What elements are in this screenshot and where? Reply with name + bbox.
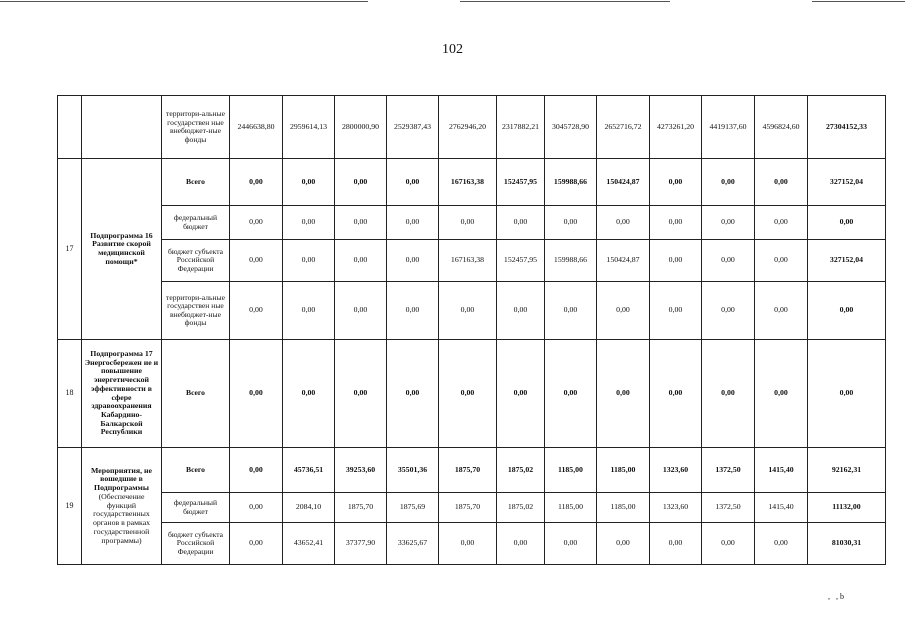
value-cell: 0,00	[545, 340, 597, 448]
value-cell: 0,00	[335, 240, 387, 282]
row-number-cell	[58, 96, 82, 159]
program-name-cell: Подпрограмма 16 Развитие скорой медицинской помощи*	[82, 159, 162, 340]
value-cell: 150424,87	[597, 159, 650, 206]
value-cell: 0,00	[702, 206, 755, 240]
funding-source-cell: территори-альные государствен ные внебюджет-ные фонды	[162, 96, 230, 159]
value-cell: 2529387,43	[387, 96, 439, 159]
total-value-cell: 92162,31	[808, 448, 886, 493]
value-cell: 0,00	[597, 340, 650, 448]
value-cell: 1372,50	[702, 493, 755, 523]
value-cell: 0,00	[545, 523, 597, 565]
value-cell: 0,00	[283, 240, 335, 282]
value-cell: 1372,50	[702, 448, 755, 493]
value-cell: 0,00	[335, 340, 387, 448]
value-cell: 2652716,72	[597, 96, 650, 159]
value-cell: 0,00	[283, 340, 335, 448]
value-cell: 0,00	[230, 159, 283, 206]
total-value-cell: 327152,04	[808, 240, 886, 282]
value-cell: 2317882,21	[497, 96, 545, 159]
funding-source-cell: Всего	[162, 159, 230, 206]
value-cell: 0,00	[230, 206, 283, 240]
value-cell: 35501,36	[387, 448, 439, 493]
value-cell: 1875,69	[387, 493, 439, 523]
budget-table	[57, 95, 886, 565]
value-cell: 0,00	[597, 523, 650, 565]
funding-source-cell: федеральный бюджет	[162, 206, 230, 240]
value-cell: 0,00	[387, 282, 439, 340]
scan-edge-line-left	[0, 1, 368, 2]
value-cell: 0,00	[755, 159, 808, 206]
total-value-cell: 81030,31	[808, 523, 886, 565]
value-cell: 0,00	[497, 340, 545, 448]
scan-edge-line-middle	[460, 1, 670, 2]
value-cell: 0,00	[439, 282, 497, 340]
value-cell: 167163,38	[439, 240, 497, 282]
value-cell: 1415,40	[755, 448, 808, 493]
value-cell: 1185,00	[597, 493, 650, 523]
value-cell: 0,00	[335, 159, 387, 206]
value-cell: 1185,00	[545, 493, 597, 523]
program-name-cell	[82, 96, 162, 159]
value-cell: 0,00	[755, 340, 808, 448]
value-cell: 0,00	[283, 282, 335, 340]
value-cell: 0,00	[497, 282, 545, 340]
value-cell: 1323,60	[650, 448, 702, 493]
table-row	[58, 282, 886, 340]
value-cell: 0,00	[335, 282, 387, 340]
value-cell: 0,00	[597, 206, 650, 240]
funding-source-cell: бюджет субъекта Российской Федерации	[162, 240, 230, 282]
row-number-cell: 19	[58, 448, 82, 565]
value-cell: 2084,10	[283, 493, 335, 523]
value-cell: 0,00	[387, 206, 439, 240]
value-cell: 0,00	[702, 240, 755, 282]
value-cell: 0,00	[755, 282, 808, 340]
total-value-cell: 0,00	[808, 206, 886, 240]
value-cell: 1415,40	[755, 493, 808, 523]
value-cell: 0,00	[755, 206, 808, 240]
value-cell: 1185,00	[545, 448, 597, 493]
total-value-cell: 0,00	[808, 340, 886, 448]
value-cell: 1875,70	[335, 493, 387, 523]
table-row	[58, 96, 886, 159]
value-cell: 0,00	[230, 240, 283, 282]
funding-source-cell: бюджет субъекта Российской Федерации	[162, 523, 230, 565]
program-name-cell	[82, 448, 162, 565]
table-row	[58, 448, 886, 493]
value-cell: 0,00	[545, 282, 597, 340]
row-number-cell: 18	[58, 340, 82, 448]
value-cell: 0,00	[755, 523, 808, 565]
value-cell: 4419137,60	[702, 96, 755, 159]
value-cell: 1875,02	[497, 493, 545, 523]
value-cell: 0,00	[755, 240, 808, 282]
total-value-cell: 0,00	[808, 282, 886, 340]
value-cell: 37377,90	[335, 523, 387, 565]
value-cell: 0,00	[283, 206, 335, 240]
value-cell: 43652,41	[283, 523, 335, 565]
value-cell: 0,00	[439, 523, 497, 565]
value-cell: 0,00	[650, 240, 702, 282]
value-cell: 2959614,13	[283, 96, 335, 159]
value-cell: 152457,95	[497, 159, 545, 206]
value-cell: 0,00	[702, 340, 755, 448]
value-cell: 0,00	[230, 523, 283, 565]
value-cell: 1875,70	[439, 493, 497, 523]
value-cell: 150424,87	[597, 240, 650, 282]
value-cell: 0,00	[230, 493, 283, 523]
value-cell: 1875,02	[497, 448, 545, 493]
value-cell: 2762946,20	[439, 96, 497, 159]
total-value-cell: 11132,00	[808, 493, 886, 523]
value-cell: 0,00	[387, 159, 439, 206]
value-cell: 2446638,80	[230, 96, 283, 159]
value-cell: 0,00	[650, 206, 702, 240]
value-cell: 0,00	[497, 523, 545, 565]
program-name-title: Мероприятия, не вошедшие в Подпрограммы	[91, 465, 152, 493]
table-row	[58, 240, 886, 282]
value-cell: 1185,00	[597, 448, 650, 493]
value-cell: 0,00	[387, 240, 439, 282]
value-cell: 159988,66	[545, 159, 597, 206]
table-row	[58, 159, 886, 206]
value-cell: 152457,95	[497, 240, 545, 282]
value-cell: 0,00	[230, 448, 283, 493]
table-row	[58, 523, 886, 565]
value-cell: 0,00	[702, 523, 755, 565]
value-cell: 3045728,90	[545, 96, 597, 159]
value-cell: 0,00	[545, 206, 597, 240]
value-cell: 0,00	[702, 159, 755, 206]
total-value-cell: 27304152,33	[808, 96, 886, 159]
value-cell: 0,00	[387, 340, 439, 448]
value-cell: 4273261,20	[650, 96, 702, 159]
program-name-subtitle: (Обеспечение функций государственных органов в рамках государственной программы)	[92, 491, 151, 545]
value-cell: 39253,60	[335, 448, 387, 493]
value-cell: 0,00	[650, 282, 702, 340]
value-cell: 33625,67	[387, 523, 439, 565]
value-cell: 2800000,90	[335, 96, 387, 159]
row-number-cell: 17	[58, 159, 82, 340]
funding-source-cell: Всего	[162, 340, 230, 448]
value-cell: 0,00	[283, 159, 335, 206]
value-cell: 1323,60	[650, 493, 702, 523]
funding-source-cell: федеральный бюджет	[162, 493, 230, 523]
scan-edge-line-right	[812, 1, 905, 2]
value-cell: 4596824,60	[755, 96, 808, 159]
value-cell: 0,00	[335, 206, 387, 240]
table-row	[58, 206, 886, 240]
value-cell: 0,00	[497, 206, 545, 240]
value-cell: 0,00	[650, 340, 702, 448]
value-cell: 0,00	[650, 159, 702, 206]
table-row	[58, 493, 886, 523]
funding-source-cell: Всего	[162, 448, 230, 493]
value-cell: 0,00	[597, 282, 650, 340]
table-row	[58, 340, 886, 448]
program-name-cell: Подпрограмма 17 Энергосбережен ие и повышение энергетической эффективности в сфере здравоохранения Кабардино-Балкарской Республики	[82, 340, 162, 448]
value-cell: 0,00	[439, 206, 497, 240]
value-cell: 0,00	[702, 282, 755, 340]
value-cell: 0,00	[439, 340, 497, 448]
value-cell: 1875,70	[439, 448, 497, 493]
value-cell: 45736,51	[283, 448, 335, 493]
page-number: 102	[442, 42, 463, 57]
value-cell: 159988,66	[545, 240, 597, 282]
value-cell: 167163,38	[439, 159, 497, 206]
value-cell: 0,00	[230, 282, 283, 340]
total-value-cell: 327152,04	[808, 159, 886, 206]
value-cell: 0,00	[230, 340, 283, 448]
funding-source-cell: территори-альные государствен ные внебюджет-ные фонды	[162, 282, 230, 340]
footer-marks: , ,b	[828, 592, 846, 601]
value-cell: 0,00	[650, 523, 702, 565]
